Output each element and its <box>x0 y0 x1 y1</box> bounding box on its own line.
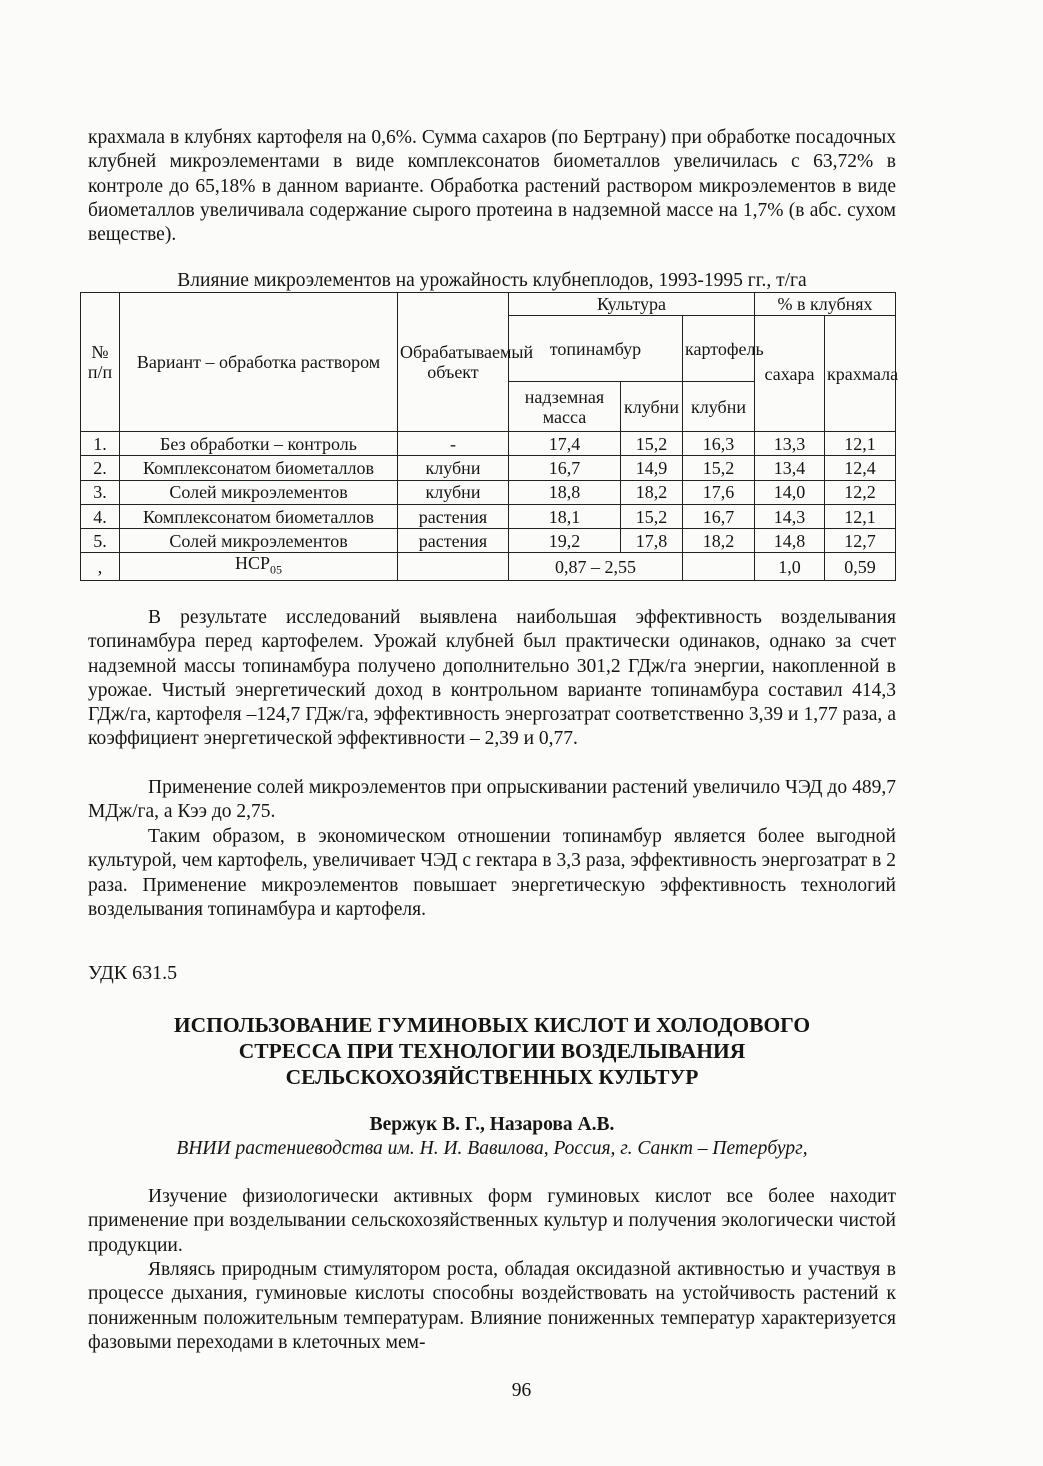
col-header-potato: картофель <box>683 316 755 382</box>
cell-variant: Комплексонатом биометаллов <box>120 456 398 480</box>
cell-above-ground: 16,7 <box>509 456 621 480</box>
table-row <box>81 456 896 480</box>
cell-starch: 12,4 <box>825 456 896 480</box>
col-header-starch: крахмала <box>825 316 896 432</box>
paragraph-stimulator: Являясь природным стимулятором роста, обладая оксидазной активностью и участвуя в процессе дыхания, гуминовые кислоты способны воздействовать на устойчивость растений к пониженным положительным температурам. Влияние пониженных температур характеризуется фазовыми переходами в клеточных мем- <box>88 1259 896 1353</box>
cell-num: 3. <box>81 480 120 504</box>
paragraph-study: Изучение физиологически активных форм гуминовых кислот все более находит применение при возделывании сельскохозяйственных культур и получения экологически чистой продукции. <box>88 1186 896 1256</box>
cell-tubers-potato: 16,7 <box>683 504 755 528</box>
col-header-object: Обрабатываемый объект <box>398 293 509 432</box>
page-number: 96 <box>511 1380 532 1401</box>
hcp-sugar: 1,0 <box>755 553 825 581</box>
col-header-variant: Вариант – обработка раствором <box>120 293 398 432</box>
cell-above-ground: 18,1 <box>509 504 621 528</box>
title-line: СТРЕССА ПРИ ТЕХНОЛОГИИ ВОЗДЕЛЫВАНИЯ <box>238 1039 746 1063</box>
cell-object: клубни <box>398 480 509 504</box>
cell-sugar: 13,3 <box>755 432 825 456</box>
cell-above-ground: 18,8 <box>509 480 621 504</box>
cell-variant: Без обработки – контроль <box>120 432 398 456</box>
table-row <box>81 432 896 456</box>
cell-above-ground: 19,2 <box>509 529 621 553</box>
table-row <box>81 480 896 504</box>
hcp-num: , <box>81 553 120 581</box>
cell-sugar: 14,8 <box>755 529 825 553</box>
table-row <box>81 529 896 553</box>
col-header-num: № п/п <box>81 293 120 432</box>
udk-code: УДК 631.5 <box>88 962 178 984</box>
cell-tubers-potato: 16,3 <box>683 432 755 456</box>
cell-sugar: 14,0 <box>755 480 825 504</box>
cell-starch: 12,1 <box>825 432 896 456</box>
cell-tubers-potato: 17,6 <box>683 480 755 504</box>
cell-tubers-topinambur: 14,9 <box>621 456 683 480</box>
cell-sugar: 14,3 <box>755 504 825 528</box>
yield-table <box>80 292 899 581</box>
cell-starch: 12,7 <box>825 529 896 553</box>
hcp-object <box>398 553 509 581</box>
cell-tubers-topinambur: 15,2 <box>621 432 683 456</box>
cell-tubers-topinambur: 18,2 <box>621 480 683 504</box>
hcp-topinambur: 0,87 – 2,55 <box>509 553 683 581</box>
col-header-tubers-topinambur: клубни <box>621 382 683 432</box>
hcp-label: $НСР_{05}$ <box>120 553 398 581</box>
cell-starch: 12,2 <box>825 480 896 504</box>
cell-sugar: 13,4 <box>755 456 825 480</box>
cell-tubers-potato: 15,2 <box>683 456 755 480</box>
cell-object: клубни <box>398 456 509 480</box>
table-caption: Влияние микроэлементов на урожайность клубнеплодов, 1993-1995 гг., т/га <box>177 270 807 291</box>
col-header-topinambur: топинамбур <box>509 316 683 382</box>
cell-above-ground: 17,4 <box>509 432 621 456</box>
cell-tubers-potato: 18,2 <box>683 529 755 553</box>
cell-object: растения <box>398 529 509 553</box>
cell-num: 2. <box>81 456 120 480</box>
hcp-starch: 0,59 <box>825 553 896 581</box>
paragraph-salts: Применение солей микроэлементов при опрыскивании растений увеличило ЧЭД до 489,7 МДж/га, а Кээ до 2,75. <box>88 777 896 823</box>
hcp-potato <box>683 553 755 581</box>
col-header-tubers-potato: клубни <box>683 382 755 432</box>
cell-variant: Комплексонатом биометаллов <box>120 504 398 528</box>
title-line: ИСПОЛЬЗОВАНИЕ ГУМИНОВЫХ КИСЛОТ И ХОЛОДОВОГО <box>173 1013 811 1037</box>
col-header-percent: % в клубнях <box>755 293 896 316</box>
title-line: СЕЛЬСКОХОЗЯЙСТВЕННЫХ КУЛЬТУР <box>285 1065 699 1089</box>
intro-paragraph: крахмала в клубнях картофеля на 0,6%. Сумма сахаров (по Бертрану) при обработке посадочных клубней микроэлементами в виде комплексонатов биометаллов увеличилась с 63,72% в контроле до 65,18% в данном варианте. Обработка растений раствором микроэлементов в виде биометаллов увеличивала содержание сырого протеина в надземной массе на 1,7% (в абс. сухом веществе). <box>88 127 896 246</box>
cell-object: растения <box>398 504 509 528</box>
article-title <box>88 1012 896 1090</box>
col-header-sugar: сахара <box>755 316 825 432</box>
cell-num: 5. <box>81 529 120 553</box>
cell-tubers-topinambur: 17,8 <box>621 529 683 553</box>
authors: Вержук В. Г., Назарова А.В. <box>369 1114 615 1135</box>
cell-num: 4. <box>81 504 120 528</box>
paragraph-result: В результате исследований выявлена наибольшая эффективность возделывания топинамбура перед картофелем. Урожай клубней был практически одинаков, однако за счет надземной массы топинамбура получено дополнительно 301,2 ГДж/га энергии, накопленной в урожае. Чистый энергетический доход в контрольном варианте топинамбура составил 414,3 ГДж/га, картофеля –124,7 ГДж/га, эффективность энергозатрат соответственно 3,39 и 1,77 раза, а коэффициент энергетической эффективности – 2,39 и 0,77. <box>88 607 896 750</box>
cell-object: - <box>398 432 509 456</box>
cell-starch: 12,1 <box>825 504 896 528</box>
cell-num: 1. <box>81 432 120 456</box>
cell-tubers-topinambur: 15,2 <box>621 504 683 528</box>
table-row <box>81 504 896 528</box>
paragraph-summary: Таким образом, в экономическом отношении топинамбур является более выгодной культурой, чем картофель, увеличивает ЧЭД с гектара в 3,3 раза, эффективность энергозатрат в 2 раза. Применение микроэлементов повышает энергетическую эффективность технологий возделывания топинамбура и картофеля. <box>88 826 896 920</box>
cell-variant: Солей микроэлементов <box>120 529 398 553</box>
cell-variant: Солей микроэлементов <box>120 480 398 504</box>
col-header-culture: Культура <box>509 293 755 316</box>
affiliation: ВНИИ растениеводства им. Н. И. Вавилова, Россия, г. Санкт – Петербург, <box>176 1138 808 1159</box>
hcp-row <box>81 553 896 581</box>
col-header-above-ground: надземная масса <box>509 382 621 432</box>
